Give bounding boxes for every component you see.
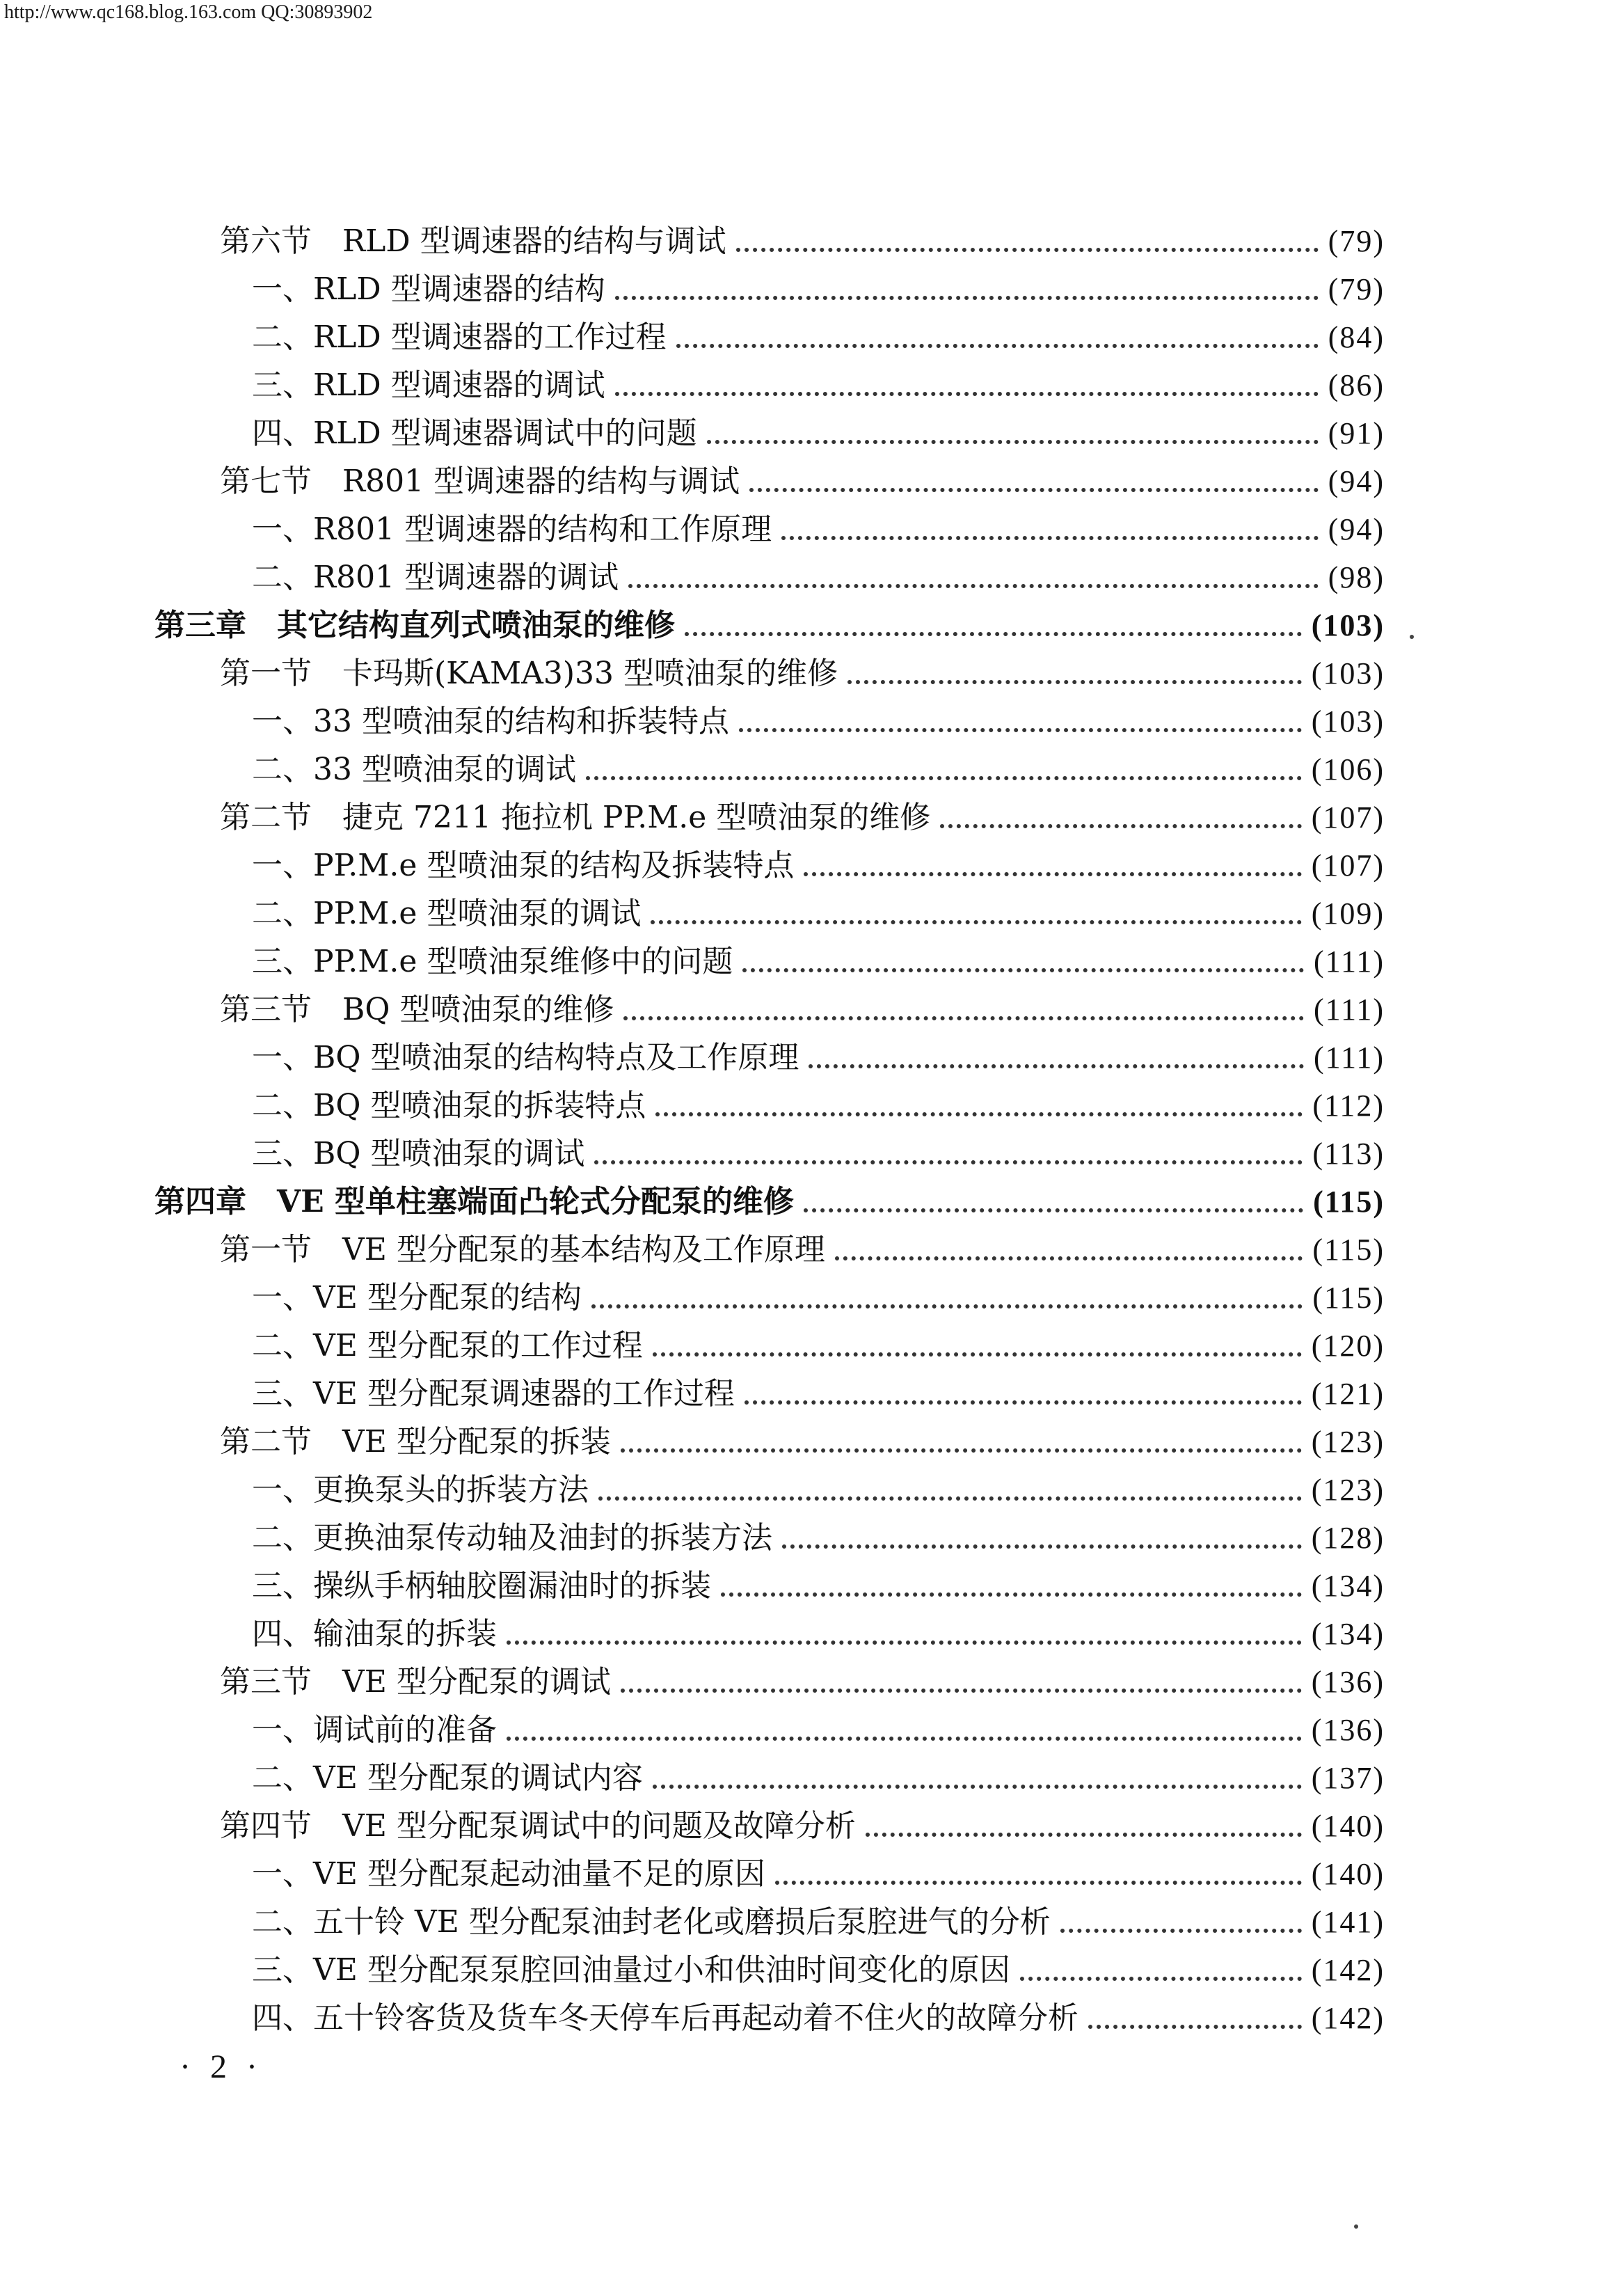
dot-leader [1088,2025,1302,2029]
dot-leader [623,1016,1304,1020]
toc-entry-page: (123) [1311,1425,1385,1459]
dot-leader [1060,1929,1302,1933]
dot-leader [653,1785,1302,1789]
toc-entry-item [252,1754,1385,1802]
toc-entry-page: (111) [1313,1041,1385,1075]
toc-entry-item [252,1706,1385,1754]
toc-entry-page: (128) [1311,1521,1385,1555]
toc-entry-item [252,1082,1385,1130]
dot-leader [749,488,1319,492]
dot-leader [866,1833,1302,1837]
dot-leader [651,920,1301,924]
toc-entry-label: 第七节 R801 型调速器的结构与调试 [220,464,740,499]
toc-entry-page: (141) [1311,1905,1385,1939]
toc-entry-section [220,1418,1385,1466]
toc-entry-page: (107) [1311,848,1385,883]
toc-entry-label: 二、RLD 型调速器的工作过程 [252,319,667,355]
toc-entry-item [252,1514,1385,1562]
toc-entry-label: 一、VE 型分配泵的结构 [252,1280,582,1315]
toc-entry-label: 第二节 捷克 7211 拖拉机 PP.M.e 型喷油泵的维修 [220,800,931,835]
toc-entry-item [252,1370,1385,1418]
toc-entry-page: (94) [1328,464,1385,498]
toc-entry-item [252,1466,1385,1514]
toc-entry-page: (103) [1311,704,1385,738]
toc-entry-label: 二、VE 型分配泵的工作过程 [252,1328,643,1363]
toc-entry-page: (142) [1311,2001,1385,2035]
dot-leader [736,248,1319,252]
toc-entry-section [220,793,1385,841]
dot-leader [847,680,1302,684]
page-number: · 2 · [180,2048,263,2085]
dot-leader [721,1592,1302,1597]
dot-leader [804,1208,1303,1212]
toc-entry-section [220,1226,1385,1274]
toc-entry-page: (111) [1313,993,1385,1027]
toc-entry-section [220,457,1385,505]
dot-leader [940,824,1301,828]
toc-entry-section [220,1658,1385,1706]
toc-entry-label: 第一节 VE 型分配泵的基本结构及工作原理 [220,1232,825,1267]
dot-leader [707,440,1319,444]
dot-leader [685,632,1302,636]
dot-leader [598,1496,1302,1501]
toc-entry-page: (112) [1312,1089,1385,1123]
toc-entry-label: 三、RLD 型调速器的调试 [252,367,605,403]
toc-entry-item [252,697,1385,745]
scan-speck [1354,2224,1358,2229]
toc-entry-page: (134) [1311,1617,1385,1651]
toc-entry-section [220,649,1385,697]
toc-entry-item [252,1130,1385,1178]
dot-leader [591,1304,1303,1309]
toc-entry-label: 二、R801 型调速器的调试 [252,560,619,595]
toc-entry-page: (121) [1311,1377,1385,1411]
dot-leader [835,1256,1303,1260]
dot-leader [615,296,1319,300]
toc-entry-label: 一、调试前的准备 [252,1712,497,1748]
toc-entry-item [252,1610,1385,1658]
dot-leader [804,872,1301,876]
toc-entry-page: (106) [1311,752,1385,786]
toc-entry-label: 四、五十铃客货及货车冬天停车后再起动着不住火的故障分析 [252,2000,1078,2036]
toc-entry-page: (107) [1311,800,1385,835]
dot-leader [1020,1977,1302,1981]
toc-entry-section [220,217,1385,265]
dot-leader [621,1448,1302,1453]
toc-entry-label: 三、VE 型分配泵泵腔回油量过小和供油时间变化的原因 [252,1952,1010,1988]
toc-entry-page: (79) [1328,224,1385,258]
toc-entry-label: 第四节 VE 型分配泵调试中的问题及故障分析 [220,1808,856,1844]
toc-entry-page: (120) [1311,1329,1385,1363]
dot-leader [781,536,1319,540]
dot-leader [507,1641,1302,1645]
toc-entry-page: (137) [1311,1761,1385,1795]
toc-entry-label: 一、R801 型调速器的结构和工作原理 [252,512,772,547]
watermark-text: http://www.qc168.blog.163.com QQ:30893902 [4,1,373,23]
toc-entry-page: (109) [1311,896,1385,931]
toc-entry-page: (103) [1311,608,1385,642]
toc-entry-item [252,1946,1385,1994]
toc-entry-label: 二、BQ 型喷油泵的拆装特点 [252,1088,646,1123]
dot-leader [742,968,1304,972]
toc-entry-label: 第一节 卡玛斯(KAMA3)33 型喷油泵的维修 [220,656,838,691]
toc-entry-page: (111) [1313,944,1385,979]
toc-entry-page: (94) [1328,512,1385,546]
toc-entry-item [252,313,1385,361]
toc-entry-label: 一、33 型喷油泵的结构和拆装特点 [252,704,729,739]
dot-leader [628,584,1319,588]
toc-entry-page: (84) [1328,320,1385,354]
toc-entry-page: (86) [1328,368,1385,402]
toc-entry-label: 第三节 BQ 型喷油泵的维修 [220,992,614,1027]
toc-entry-item [252,1274,1385,1322]
toc-entry-item [252,890,1385,938]
toc-entry-page: (98) [1328,560,1385,594]
toc-entry-label: 二、VE 型分配泵的调试内容 [252,1760,643,1796]
toc-entry-label: 三、VE 型分配泵调速器的工作过程 [252,1376,735,1412]
dot-leader [615,392,1319,396]
toc-entry-label: 一、PP.M.e 型喷油泵的结构及拆装特点 [252,848,795,883]
toc-entry-page: (79) [1328,272,1385,306]
toc-entry-item [252,1034,1385,1082]
toc-entry-page: (115) [1312,1233,1385,1267]
toc-entry-item [252,1994,1385,2042]
dot-leader [739,728,1302,732]
toc-entry-page: (140) [1311,1809,1385,1843]
toc-entry-page: (91) [1328,416,1385,450]
toc-entry-page: (136) [1311,1713,1385,1747]
toc-entry-item [252,1898,1385,1946]
dot-leader [745,1400,1302,1405]
toc-entry-page: (136) [1311,1665,1385,1699]
toc-entry-page: (123) [1311,1473,1385,1507]
dot-leader [621,1689,1302,1693]
toc-entry-label: 四、RLD 型调速器调试中的问题 [252,416,697,451]
toc-entry-label: 三、PP.M.e 型喷油泵维修中的问题 [252,944,733,979]
dot-leader [775,1881,1302,1885]
toc-entry-label: 二、33 型喷油泵的调试 [252,752,576,787]
toc-entry-item [252,409,1385,457]
toc-entry-page: (115) [1312,1281,1385,1315]
toc-entry-item [252,361,1385,409]
toc-entry-page: (113) [1312,1137,1385,1171]
toc-entry-label: 第六节 RLD 型调速器的结构与调试 [220,223,726,259]
toc-entry-item [252,505,1385,553]
toc-entry-label: 一、VE 型分配泵起动油量不足的原因 [252,1856,765,1892]
dot-leader [594,1160,1303,1164]
toc-entry-label: 三、BQ 型喷油泵的调试 [252,1136,585,1171]
toc-entry-item [252,1322,1385,1370]
toc-entry-label: 二、五十铃 VE 型分配泵油封老化或磨损后泵腔进气的分析 [252,1904,1051,1940]
toc-entry-chapter [154,1178,1385,1226]
dot-leader [676,344,1319,348]
toc-entry-label: 四、输油泵的拆装 [252,1616,497,1652]
dot-leader [809,1064,1304,1068]
toc-entry-label: 一、RLD 型调速器的结构 [252,271,605,307]
dot-leader [586,776,1302,780]
dot-leader [507,1737,1302,1741]
toc-entry-label: 三、操纵手柄轴胶圈漏油时的拆装 [252,1568,711,1604]
toc-entry-page: (134) [1311,1569,1385,1603]
toc-entry-page: (115) [1313,1185,1385,1219]
toc-entry-item [252,265,1385,313]
dot-leader [655,1112,1303,1116]
toc-entry-label: 第二节 VE 型分配泵的拆装 [220,1424,611,1460]
toc-entry-label: 二、更换油泵传动轴及油封的拆装方法 [252,1520,772,1556]
toc-entry-item [252,938,1385,986]
toc-entry-label: 一、更换泵头的拆装方法 [252,1472,589,1508]
dot-leader [782,1544,1302,1549]
toc-entry-label: 第三节 VE 型分配泵的调试 [220,1664,611,1700]
toc-entry-item [252,1850,1385,1898]
toc-entry-label: 第三章 其它结构直列式喷油泵的维修 [154,608,675,643]
toc-entry-label: 一、BQ 型喷油泵的结构特点及工作原理 [252,1040,799,1075]
toc-entry-item [252,553,1385,601]
toc-entry-label: 第四章 VE 型单柱塞端面凸轮式分配泵的维修 [154,1184,794,1219]
toc-entry-item [252,841,1385,890]
toc-entry-section [220,1802,1385,1850]
scan-speck [1410,635,1414,639]
dot-leader [653,1352,1302,1357]
toc-entry-item [252,1562,1385,1610]
toc-entry-page: (103) [1311,656,1385,690]
toc-entry-item [252,745,1385,793]
toc-entry-chapter [154,601,1385,649]
toc-entry-label: 二、PP.M.e 型喷油泵的调试 [252,896,642,931]
toc-entry-page: (140) [1311,1857,1385,1891]
toc-entry-page: (142) [1311,1953,1385,1987]
toc-entry-section [220,986,1385,1034]
